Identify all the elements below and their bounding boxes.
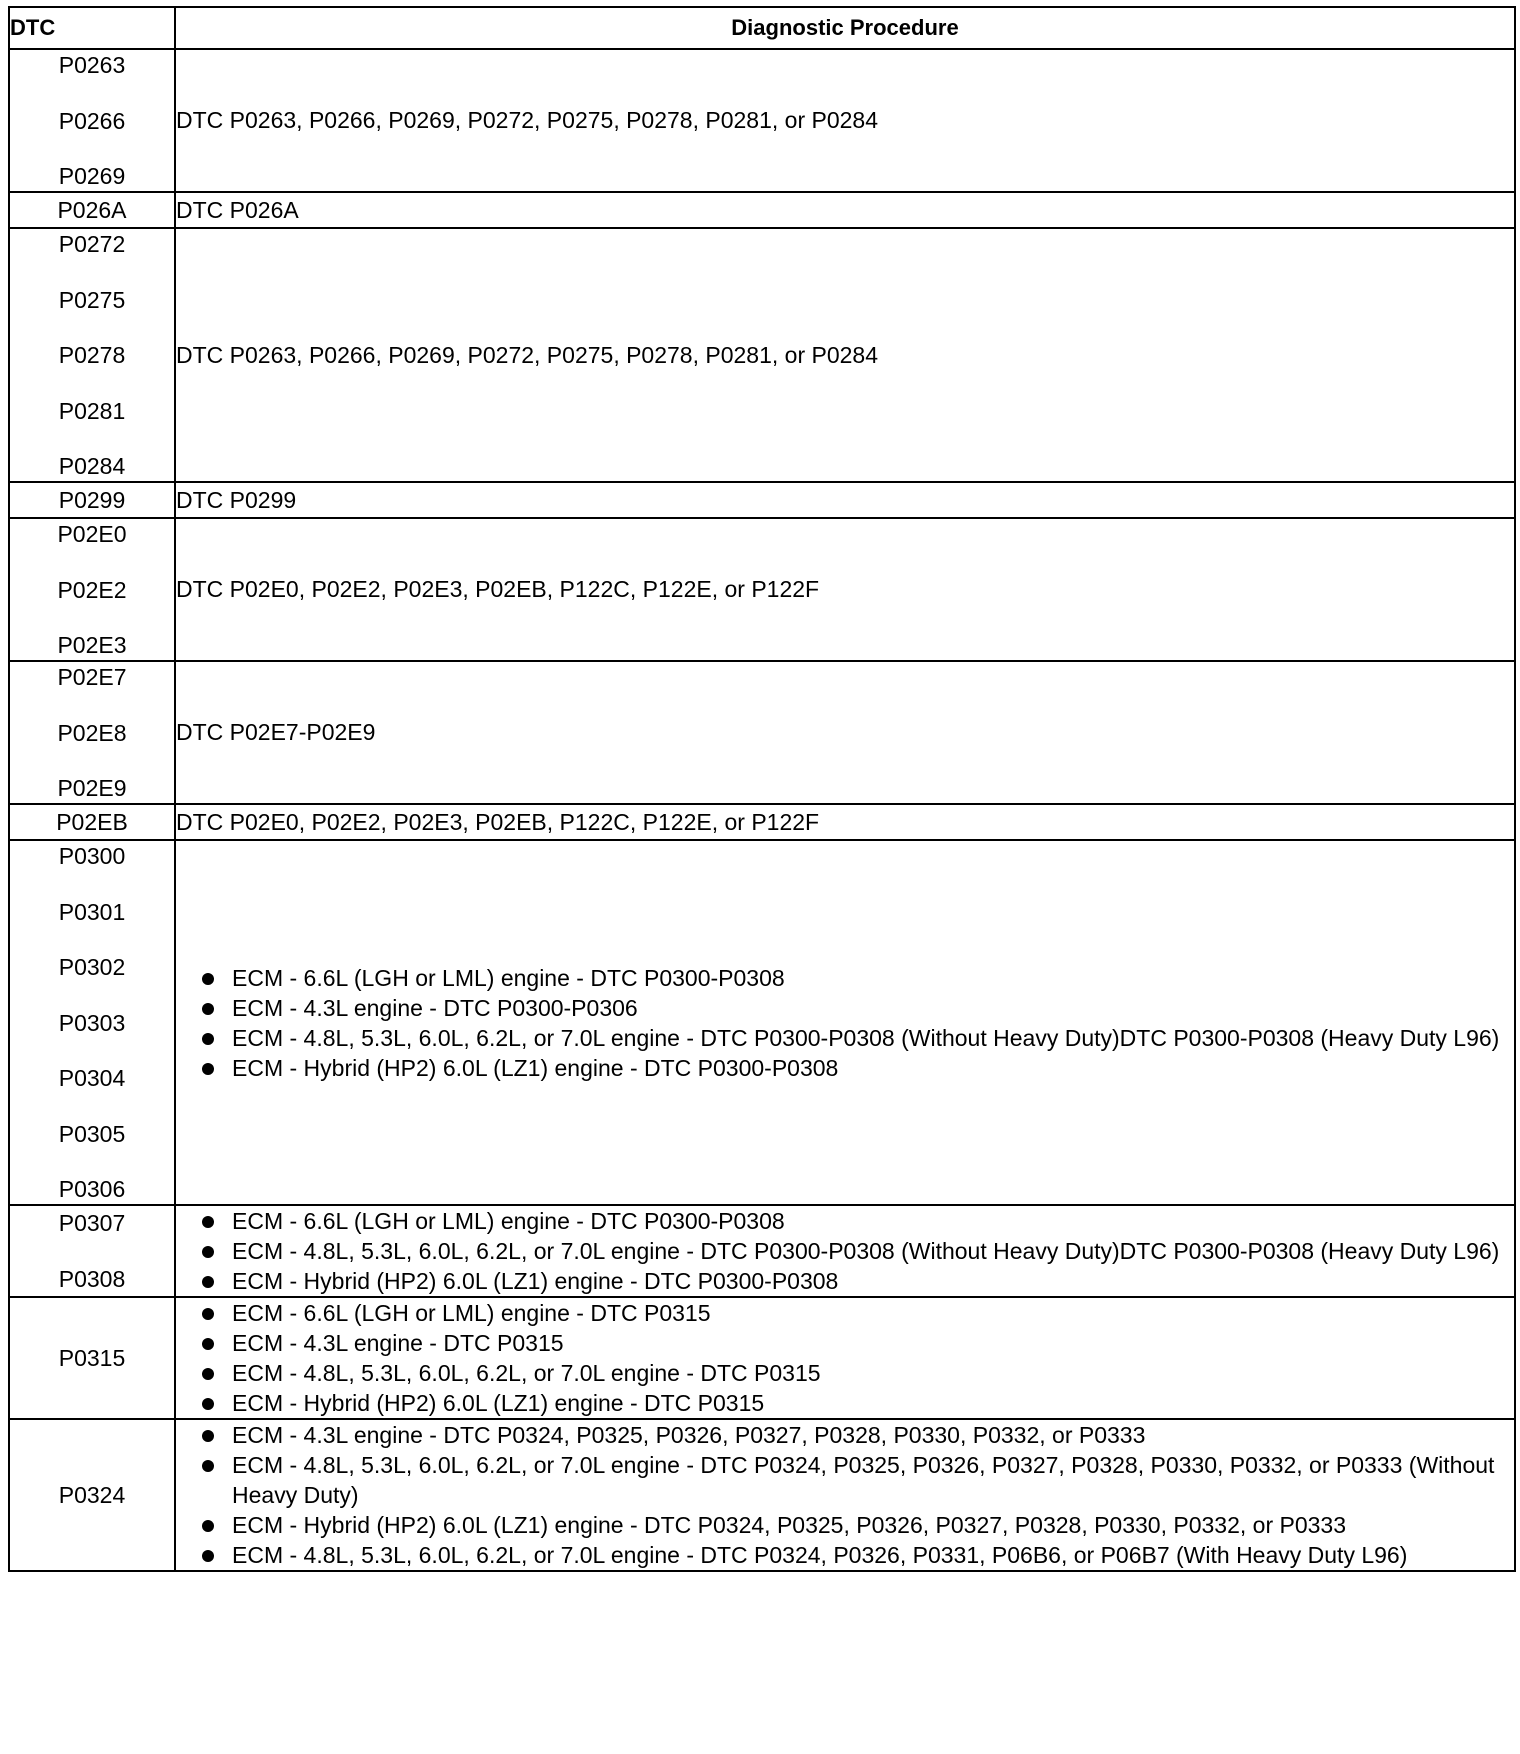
dtc-code: P0284 [58, 453, 126, 479]
procedure-cell [175, 840, 1515, 1205]
dtc-codes-cell [9, 228, 175, 482]
header-row [9, 7, 1515, 49]
list-item: ECM - Hybrid (HP2) 6.0L (LZ1) engine - DTC P0315 [202, 1388, 1508, 1418]
dtc-code: P0304 [58, 1065, 126, 1091]
dtc-code: P026A [57, 196, 127, 223]
bullet-icon [202, 973, 214, 985]
dtc-code: P0299 [58, 486, 126, 513]
bullet-icon [202, 1276, 214, 1288]
dtc-code: P0307 [58, 1210, 126, 1237]
table-row [9, 840, 1515, 1205]
dtc-code: P0272 [58, 231, 126, 257]
dtc-code: P0275 [58, 286, 126, 313]
bullet-icon [202, 1246, 214, 1258]
dtc-table [8, 6, 1516, 1572]
bullet-icon [202, 1398, 214, 1410]
header-dtc: DTC [9, 7, 175, 49]
bullet-icon [202, 1430, 214, 1442]
procedure-cell: DTC P0263, P0266, P0269, P0272, P0275, P0278, P0281, or P0284 [175, 228, 1515, 482]
header-procedure: Diagnostic Procedure [175, 7, 1515, 49]
table-row [9, 661, 1515, 804]
list-item: ECM - 4.8L, 5.3L, 6.0L, 6.2L, or 7.0L engine - DTC P0324, P0325, P0326, P0327, P0328, P0330, P0332, or P0333 (Without Heavy Duty) [202, 1450, 1508, 1510]
dtc-code: P0301 [58, 898, 126, 925]
dtc-code: P0305 [58, 1120, 126, 1147]
table-row [9, 1205, 1515, 1297]
table-row [9, 482, 1515, 518]
dtc-code: P02E2 [57, 576, 127, 603]
dtc-codes-cell [9, 804, 175, 840]
dtc-code: P0266 [58, 107, 126, 134]
dtc-code: P02E8 [57, 719, 127, 746]
bullet-icon [202, 1033, 214, 1045]
bullet-icon [202, 1063, 214, 1075]
list-item: ECM - 4.3L engine - DTC P0300-P0306 [202, 993, 1508, 1023]
dtc-code: P0308 [58, 1265, 126, 1292]
table-row [9, 518, 1515, 661]
bullet-icon [202, 1368, 214, 1380]
bullet-icon [202, 1460, 214, 1472]
dtc-code: P0269 [58, 163, 126, 189]
list-item: ECM - 6.6L (LGH or LML) engine - DTC P0300-P0308 [202, 1206, 1508, 1236]
table-row [9, 228, 1515, 482]
list-item: ECM - Hybrid (HP2) 6.0L (LZ1) engine - DTC P0300-P0308 [202, 1053, 1508, 1083]
list-item: ECM - 4.3L engine - DTC P0324, P0325, P0326, P0327, P0328, P0330, P0332, or P0333 [202, 1420, 1508, 1450]
bullet-icon [202, 1520, 214, 1532]
procedure-cell [175, 1297, 1515, 1419]
list-item: ECM - Hybrid (HP2) 6.0L (LZ1) engine - DTC P0300-P0308 [202, 1266, 1508, 1296]
bullet-icon [202, 1216, 214, 1228]
procedure-cell [175, 1205, 1515, 1297]
dtc-code: P02E3 [57, 632, 127, 658]
table-row [9, 192, 1515, 228]
dtc-codes-cell [9, 518, 175, 661]
procedure-cell [175, 1419, 1515, 1571]
bullet-icon [202, 1338, 214, 1350]
dtc-codes-cell [9, 1419, 175, 1571]
bullet-icon [202, 1308, 214, 1320]
list-item: ECM - 4.3L engine - DTC P0315 [202, 1328, 1508, 1358]
list-item: ECM - 4.8L, 5.3L, 6.0L, 6.2L, or 7.0L engine - DTC P0315 [202, 1358, 1508, 1388]
list-item: ECM - 4.8L, 5.3L, 6.0L, 6.2L, or 7.0L engine - DTC P0324, P0326, P0331, P06B6, or P06B7 (With Heavy Duty L96) [202, 1540, 1508, 1570]
list-item: ECM - Hybrid (HP2) 6.0L (LZ1) engine - DTC P0324, P0325, P0326, P0327, P0328, P0330, P0332, or P0333 [202, 1510, 1508, 1540]
table-row [9, 49, 1515, 192]
procedure-cell: DTC P0263, P0266, P0269, P0272, P0275, P0278, P0281, or P0284 [175, 49, 1515, 192]
dtc-codes-cell [9, 482, 175, 518]
procedure-cell: DTC P026A [175, 192, 1515, 228]
dtc-codes-cell [9, 1297, 175, 1419]
dtc-codes-cell [9, 49, 175, 192]
procedure-bullet-list [176, 1206, 1514, 1296]
dtc-codes-cell [9, 192, 175, 228]
list-item: ECM - 4.8L, 5.3L, 6.0L, 6.2L, or 7.0L engine - DTC P0300-P0308 (Without Heavy Duty)DTC P0300-P0308 (Heavy Duty L96) [202, 1023, 1508, 1053]
dtc-codes-cell [9, 840, 175, 1205]
dtc-code: P0281 [58, 397, 126, 424]
dtc-code: P0263 [58, 52, 126, 78]
list-item: ECM - 4.8L, 5.3L, 6.0L, 6.2L, or 7.0L engine - DTC P0300-P0308 (Without Heavy Duty)DTC P0300-P0308 (Heavy Duty L96) [202, 1236, 1508, 1266]
dtc-code: P0315 [58, 1344, 126, 1371]
procedure-cell: DTC P02E0, P02E2, P02E3, P02EB, P122C, P122E, or P122F [175, 804, 1515, 840]
dtc-code: P02EB [56, 808, 128, 835]
dtc-codes-cell [9, 1205, 175, 1297]
dtc-code: P02E7 [57, 664, 127, 690]
dtc-code: P02E9 [57, 775, 127, 801]
dtc-codes-cell [9, 661, 175, 804]
list-item: ECM - 6.6L (LGH or LML) engine - DTC P0300-P0308 [202, 963, 1508, 993]
procedure-cell: DTC P02E7-P02E9 [175, 661, 1515, 804]
table-row [9, 804, 1515, 840]
bullet-icon [202, 1003, 214, 1015]
bullet-icon [202, 1550, 214, 1562]
procedure-cell: DTC P0299 [175, 482, 1515, 518]
dtc-code: P0306 [58, 1176, 126, 1202]
procedure-bullet-list [176, 1298, 1514, 1418]
dtc-code: P0302 [58, 954, 126, 980]
dtc-code: P02E0 [57, 521, 127, 547]
dtc-code: P0278 [58, 342, 126, 368]
table-row [9, 1297, 1515, 1419]
procedure-bullet-list [176, 1420, 1514, 1570]
procedure-cell: DTC P02E0, P02E2, P02E3, P02EB, P122C, P122E, or P122F [175, 518, 1515, 661]
dtc-code: P0324 [58, 1481, 126, 1508]
list-item: ECM - 6.6L (LGH or LML) engine - DTC P0315 [202, 1298, 1508, 1328]
procedure-bullet-list [176, 963, 1514, 1083]
dtc-code: P0303 [58, 1009, 126, 1036]
table-row [9, 1419, 1515, 1571]
dtc-code: P0300 [58, 843, 126, 869]
